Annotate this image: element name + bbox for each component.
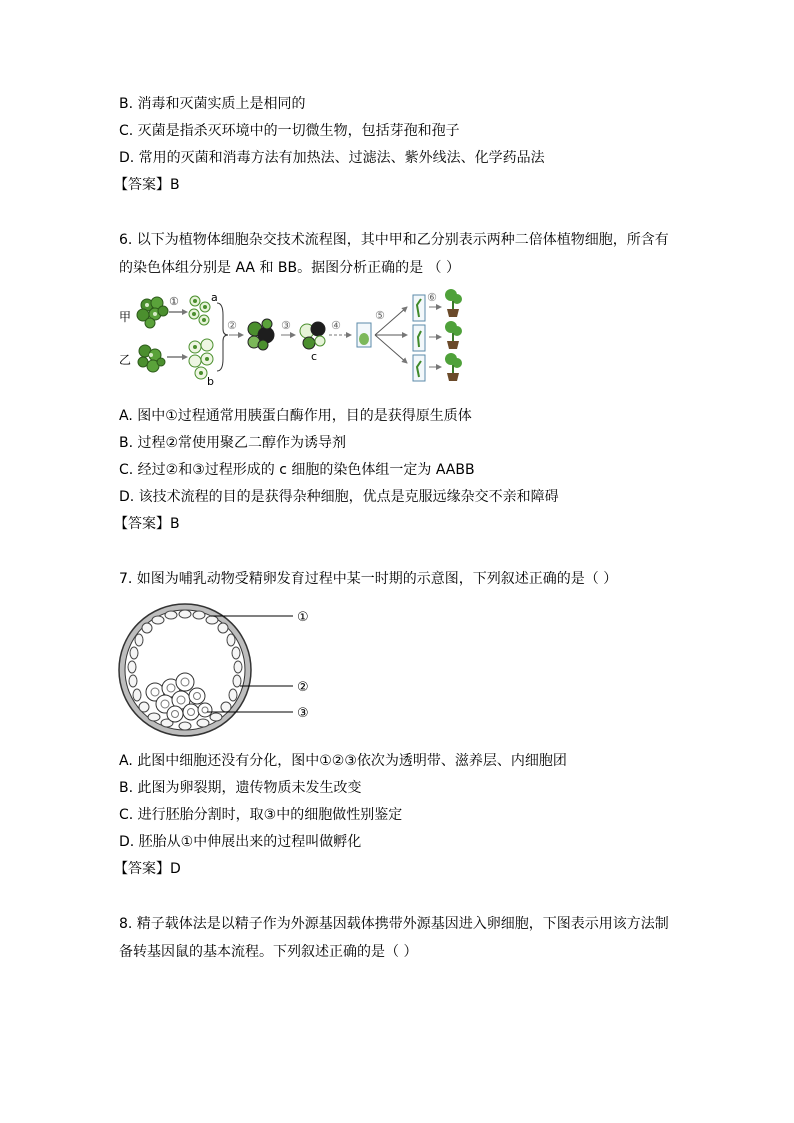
merge-brace bbox=[217, 303, 228, 371]
label-yi: 乙 bbox=[119, 353, 132, 367]
q7-answer: 【答案】D bbox=[114, 861, 181, 877]
potted-plants bbox=[445, 289, 462, 381]
step-1-label: ① bbox=[169, 295, 179, 308]
q6-option-d: D. 该技术流程的目的是获得杂种细胞，优点是克服远缘杂交不亲和障碍 bbox=[119, 489, 559, 505]
q5-option-d: D. 常用的灭菌和消毒方法有加热法、过滤法、紫外线法、化学药品法 bbox=[119, 150, 545, 166]
q7-option-a: A. 此图中细胞还没有分化，图中①②③依次为透明带、滋养层、内细胞团 bbox=[119, 753, 567, 769]
q8-stem-line-2: 备转基因鼠的基本流程。下列叙述正确的是（ ） bbox=[119, 944, 418, 960]
label-a: a bbox=[211, 291, 218, 304]
label-c: c bbox=[311, 350, 318, 363]
callus-tube bbox=[357, 323, 371, 347]
q7-option-b: B. 此图为卵裂期，遗传物质未发生改变 bbox=[119, 780, 362, 796]
b-protoplasts bbox=[189, 339, 213, 379]
step-4-label: ④ bbox=[331, 319, 341, 332]
q6-stem-line-2: 的染色体组分别是 AA 和 BB。据图分析正确的是 （ ） bbox=[119, 260, 461, 276]
q6-option-b: B. 过程②常使用聚乙二醇作为诱导剂 bbox=[119, 435, 347, 451]
q6-flow-diagram bbox=[115, 285, 475, 393]
fused-cells bbox=[248, 319, 274, 350]
label-1: ① bbox=[297, 610, 309, 625]
q6-answer: 【答案】B bbox=[114, 516, 180, 532]
q6-option-c: C. 经过②和③过程形成的 c 细胞的染色体组一定为 AABB bbox=[119, 462, 475, 478]
q5-answer: 【答案】B bbox=[114, 177, 180, 193]
q6-stem-line-1: 6. 以下为植物体细胞杂交技术流程图，其中甲和乙分别表示两种二倍体植物细胞，所含有 bbox=[119, 232, 669, 248]
q6-option-a: A. 图中①过程通常用胰蛋白酶作用，目的是获得原生质体 bbox=[119, 408, 472, 424]
step-6-label: ⑥ bbox=[427, 291, 437, 304]
seedling-tubes bbox=[413, 295, 425, 381]
label-2: ② bbox=[297, 680, 309, 695]
q7-option-c: C. 进行胚胎分割时，取③中的细胞做性别鉴定 bbox=[119, 807, 403, 823]
q8-stem-line-1: 8. 精子载体法是以精子作为外源基因载体携带外源基因进入卵细胞，下图表示用该方法制 bbox=[119, 916, 669, 932]
step-3-label: ③ bbox=[281, 319, 291, 332]
c-hybrid-cells bbox=[300, 322, 325, 349]
label-b: b bbox=[207, 375, 214, 388]
a-protoplasts bbox=[189, 296, 210, 325]
q7-option-d: D. 胚胎从①中伸展出来的过程叫做孵化 bbox=[119, 834, 362, 850]
yi-tissue bbox=[138, 345, 165, 372]
q5-option-b: B. 消毒和灭菌实质上是相同的 bbox=[119, 96, 306, 112]
jia-tissue bbox=[137, 297, 168, 328]
q7-stem: 7. 如图为哺乳动物受精卵发育过程中某一时期的示意图，下列叙述正确的是（ ） bbox=[119, 571, 618, 587]
label-jia: 甲 bbox=[119, 310, 132, 324]
q7-blastocyst-diagram bbox=[115, 600, 325, 745]
q5-option-c: C. 灭菌是指杀灭环境中的一切微生物，包括芽孢和孢子 bbox=[119, 123, 460, 139]
step-2-label: ② bbox=[227, 319, 237, 332]
label-3: ③ bbox=[297, 706, 309, 721]
step-5-label: ⑤ bbox=[375, 309, 385, 322]
